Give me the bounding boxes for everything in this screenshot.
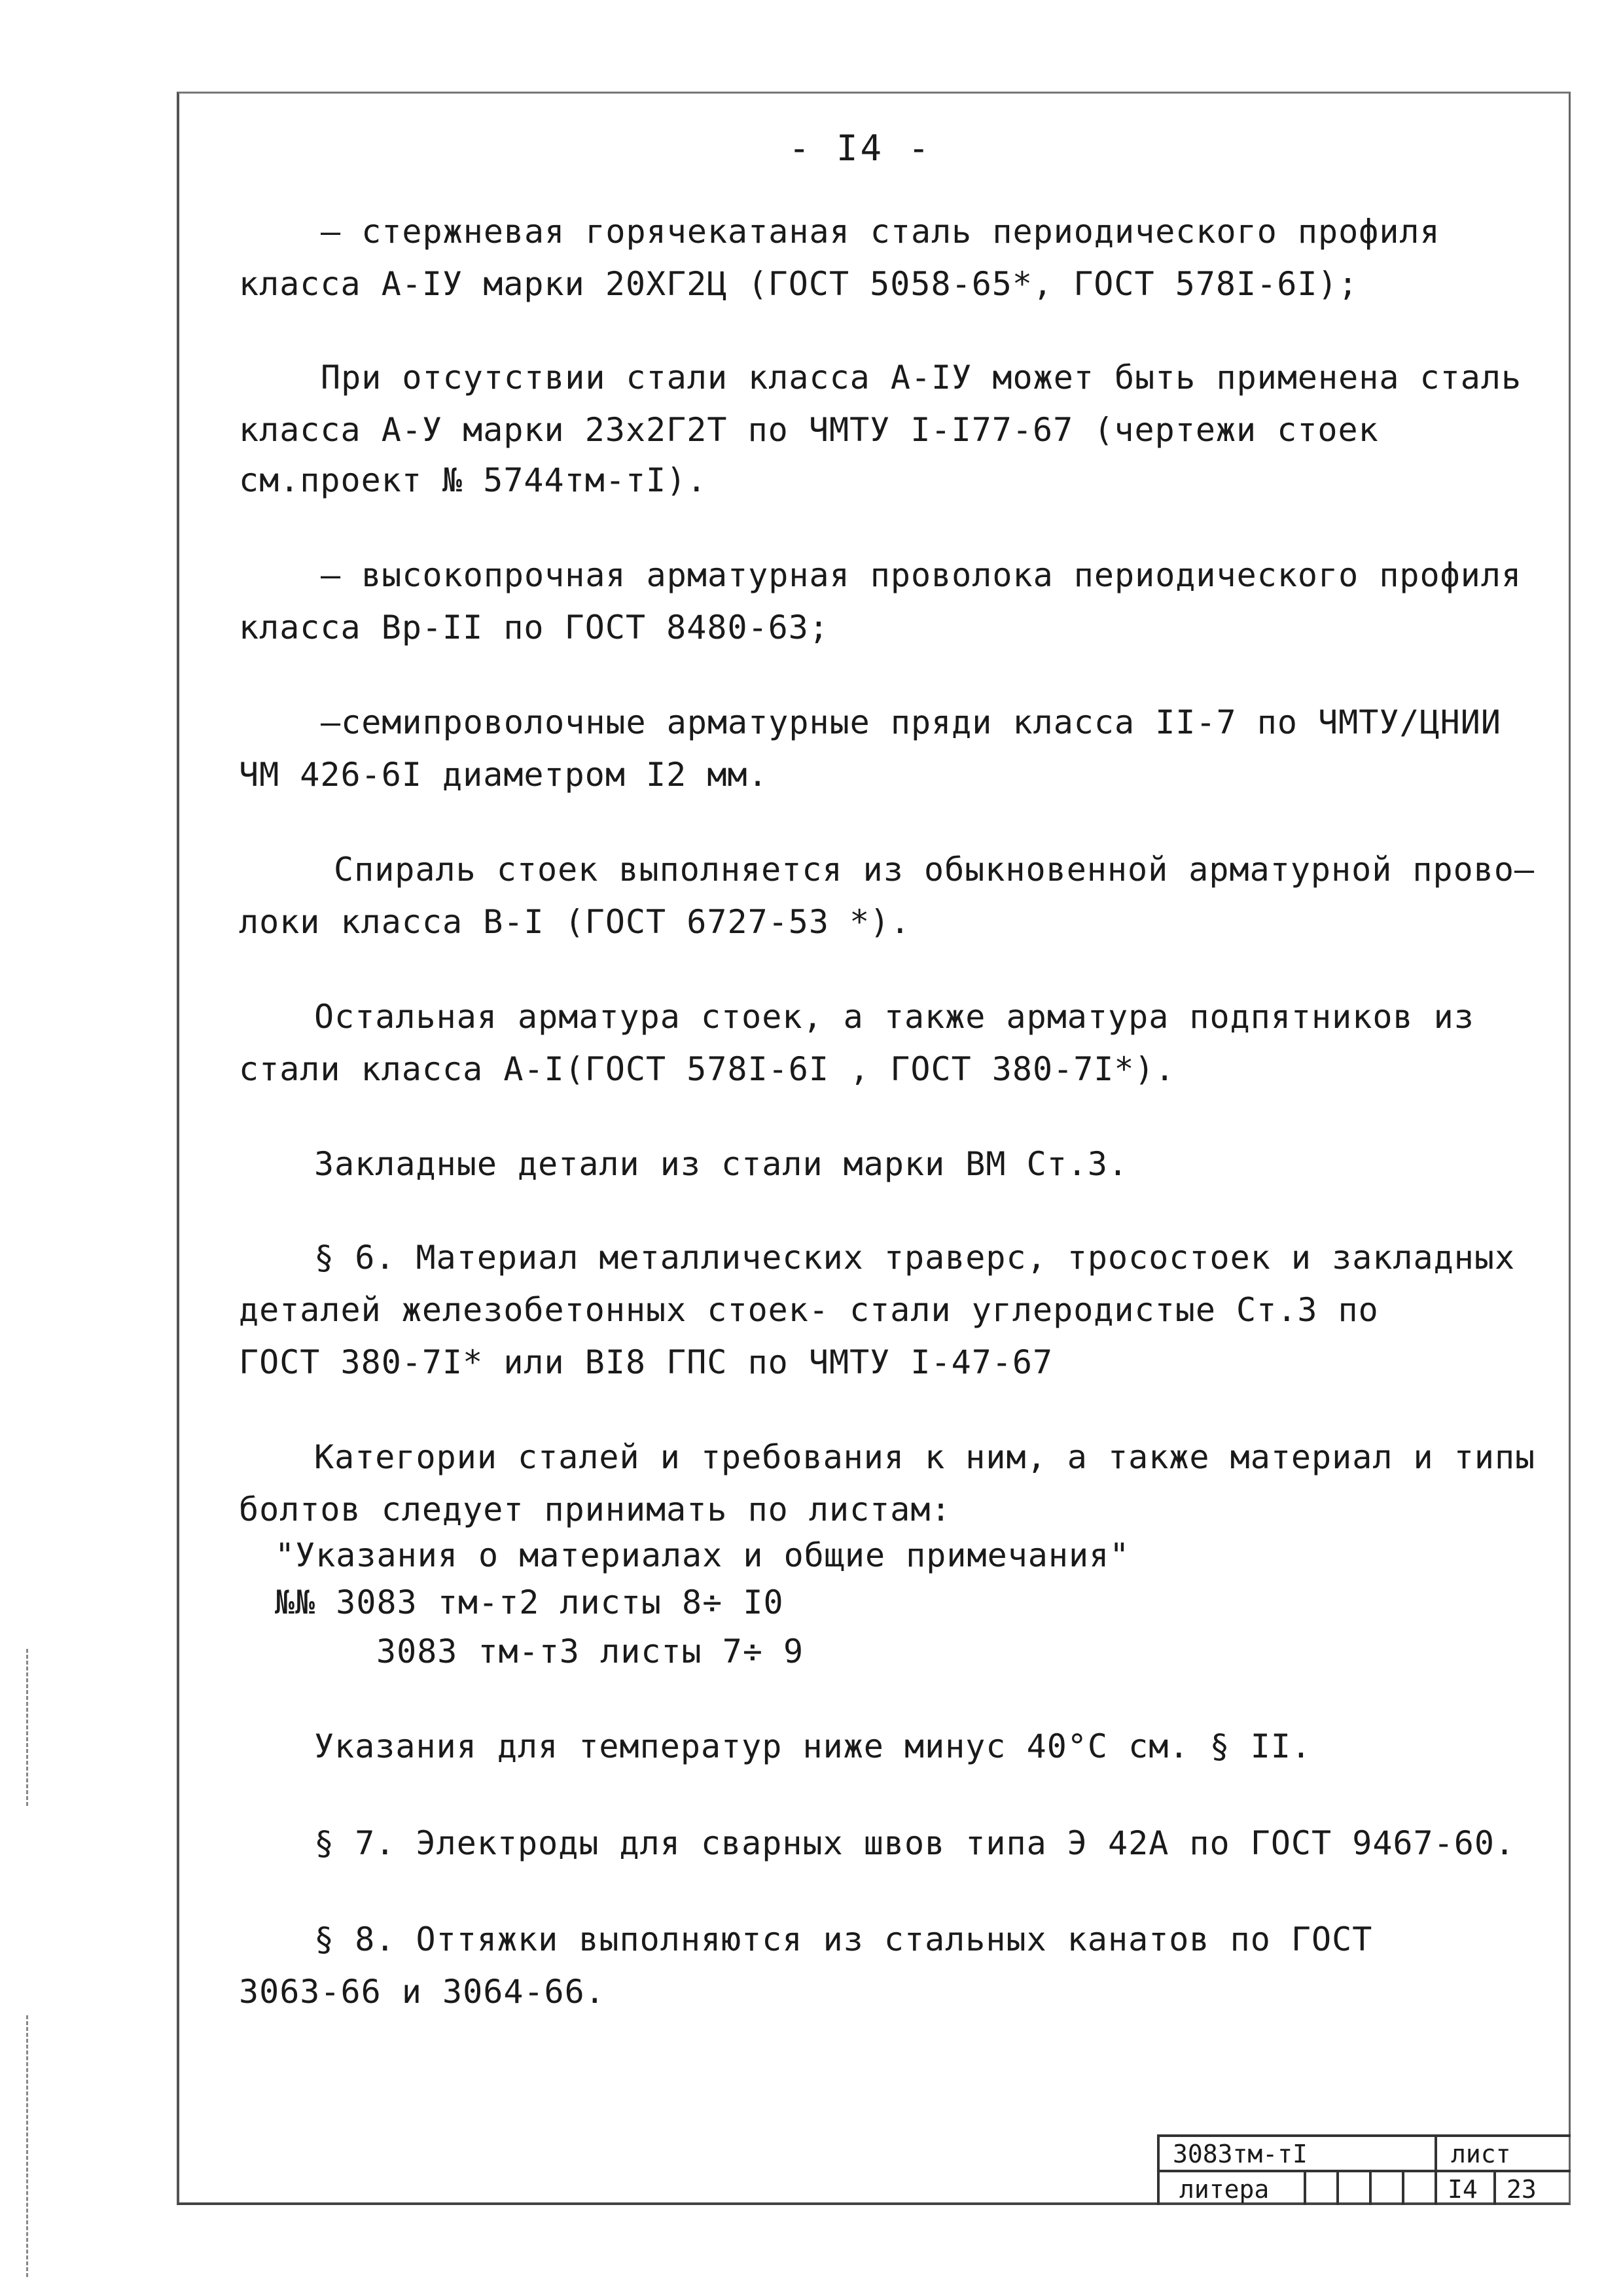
text-line: ЧМ 426-6I диаметром I2 мм.	[239, 756, 768, 794]
text-line: ГОСТ 380-7I* или ВI8 ГПС по ЧМТУ I-47-67	[239, 1343, 1054, 1381]
text-line: Остальная арматура стоек, а также арматура подпятников из	[314, 998, 1474, 1036]
text-line: локи класса В-I (ГОСТ 6727-53 *).	[239, 903, 911, 941]
document-code: 3083тм-тI	[1173, 2140, 1308, 2168]
margin-dashes-lower	[26, 2015, 28, 2277]
title-block	[1157, 2134, 1571, 2205]
text-line: § 7. Электроды для сварных швов типа Э 42А по ГОСТ 9467-60.	[314, 1824, 1516, 1862]
text-line: – высокопрочная арматурная проволока периодического профиля	[321, 556, 1522, 594]
sheet-number: I4	[1448, 2175, 1478, 2204]
text-line: Закладные детали из стали марки ВМ Ст.3.	[314, 1145, 1129, 1183]
text-line: 3083 тм-т3 листы 7÷ 9	[376, 1633, 804, 1670]
text-line: – стержневая горячекатаная сталь периодического профиля	[321, 213, 1440, 251]
text-line: деталей железобетонных стоек- стали углеродистые Ст.3 по	[239, 1291, 1379, 1329]
text-line: класса А-IУ марки 20ХГ2Ц (ГОСТ 5058-65*, ГОСТ 578I-6I);	[239, 265, 1359, 303]
text-line: При отсутствии стали класса А-IУ может быть применена сталь	[321, 359, 1522, 397]
page-number: - I4 -	[789, 128, 933, 169]
sheet-label: лист	[1451, 2140, 1511, 2168]
text-line: стали класса А-I(ГОСТ 578I-6I , ГОСТ 380-7I*).	[239, 1050, 1175, 1088]
litera-label: литера	[1179, 2175, 1270, 2204]
total-sheets: 23	[1507, 2175, 1537, 2204]
text-line: –семипроволочные арматурные пряди класса II-7 по ЧМТУ/ЦНИИ	[321, 703, 1501, 741]
text-line: Категории сталей и требования к ним, а также материал и типы	[314, 1438, 1536, 1476]
text-line: болтов следует принимать по листам:	[239, 1491, 952, 1528]
text-line: класса А-У марки 23х2Г2Т по ЧМТУ I-I77-67 (чертежи стоек	[239, 411, 1379, 449]
text-line: "Указания о материалах и общие примечания"	[275, 1536, 1130, 1574]
text-line: см.проект № 5744тм-тI).	[239, 461, 707, 499]
text-line: § 8. Оттяжки выполняются из стальных канатов по ГОСТ	[314, 1920, 1373, 1958]
text-line: №№ 3083 тм-т2 листы 8÷ I0	[275, 1583, 784, 1621]
text-line: класса Вр-II по ГОСТ 8480-63;	[239, 609, 829, 646]
text-line: § 6. Материал металлических траверс, тросостоек и закладных	[314, 1239, 1516, 1277]
text-line: Спираль стоек выполняется из обыкновенной арматурной прово–	[334, 851, 1535, 889]
margin-dashes	[26, 1649, 28, 1806]
text-line: 3063-66 и 3064-66.	[239, 1973, 605, 2011]
text-line: Указания для температур ниже минус 40°С см. § II.	[314, 1727, 1312, 1765]
